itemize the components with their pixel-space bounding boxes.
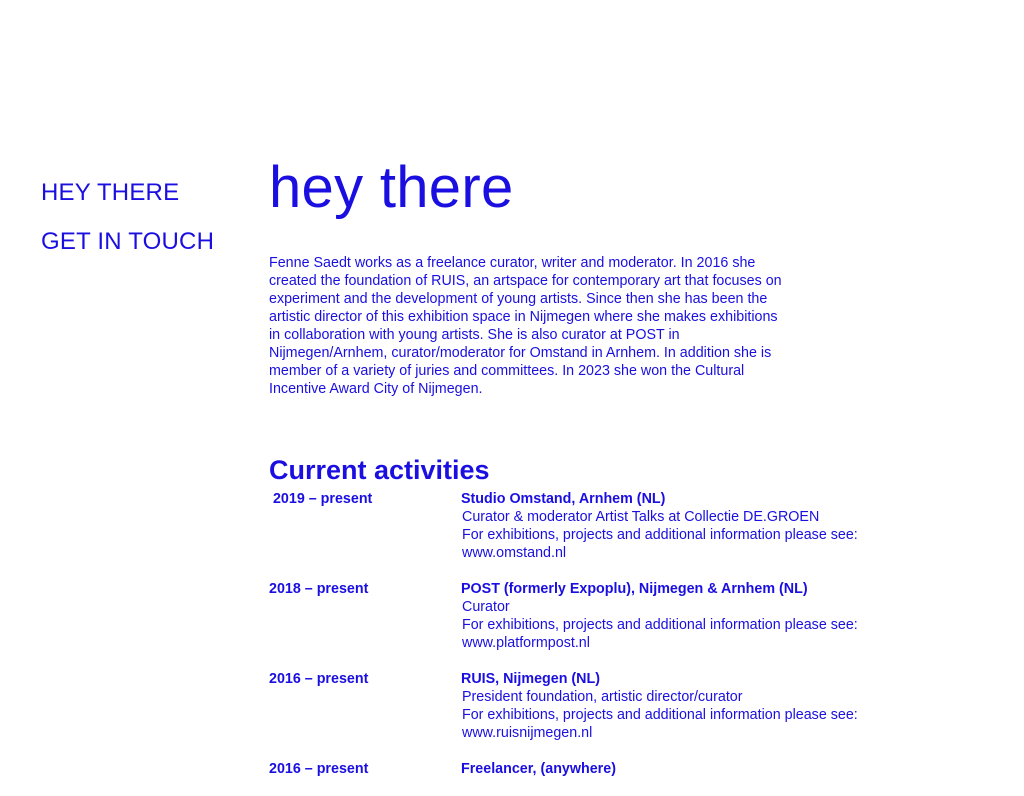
activity-item [269, 760, 909, 778]
activity-period: 2016 – present [269, 671, 369, 687]
activity-info: For exhibitions, projects and additional information please see: [462, 707, 858, 723]
activity-role: Curator & moderator Artist Talks at Collectie DE.GROEN [462, 509, 820, 525]
activity-organization: Studio Omstand, Arnhem (NL) [461, 491, 666, 507]
activity-detail [461, 580, 909, 652]
activity-detail [461, 670, 909, 742]
activity-period: 2019 – present [269, 491, 373, 507]
main-content [269, 150, 909, 796]
activity-detail [461, 760, 909, 778]
nav-link-get-in-touch[interactable]: GET IN TOUCH [41, 228, 215, 255]
activity-detail [461, 490, 909, 562]
activity-info: For exhibitions, projects and additional information please see: [462, 617, 858, 633]
activity-link[interactable]: www.platformpost.nl [462, 635, 590, 651]
activity-link[interactable]: www.omstand.nl [462, 545, 567, 561]
page-title: hey there [269, 155, 514, 220]
current-activities-heading: Current activities [269, 455, 490, 485]
activity-item [269, 670, 909, 742]
activity-role: President foundation, artistic director/curator [462, 689, 743, 705]
activity-period: 2018 – present [269, 581, 369, 597]
activity-organization: RUIS, Nijmegen (NL) [461, 671, 601, 687]
side-nav [41, 168, 241, 266]
activity-link[interactable]: www.ruisnijmegen.nl [462, 725, 593, 741]
activity-role: Curator [462, 599, 510, 615]
activity-period: 2016 – present [269, 761, 369, 777]
activity-organization: Freelancer, (anywhere) [461, 761, 616, 777]
activity-item [269, 490, 909, 562]
activity-item [269, 580, 909, 652]
activities-list [269, 490, 909, 778]
activity-info: For exhibitions, projects and additional information please see: [462, 527, 858, 543]
nav-link-hey-there[interactable]: HEY THERE [41, 179, 180, 206]
activity-organization: POST (formerly Expoplu), Nijmegen & Arnhem (NL) [461, 581, 808, 597]
bio-paragraph: Fenne Saedt works as a freelance curator, writer and moderator. In 2016 she created the foundation of RUIS, an artspace for contemporary art that focuses on experiment and the development of young artists. Since then she has been the artistic director of this exhibition space in Nijmegen where she makes exhibitions in collaboration with young artists. She is also curator at POST in Nijmegen/Arnhem, curator/moderator for Omstand in Arnhem. In addition she is member of a variety of juries and committees. In 2023 she won the Cultural Incentive Award City of Nijmegen. [269, 255, 782, 397]
